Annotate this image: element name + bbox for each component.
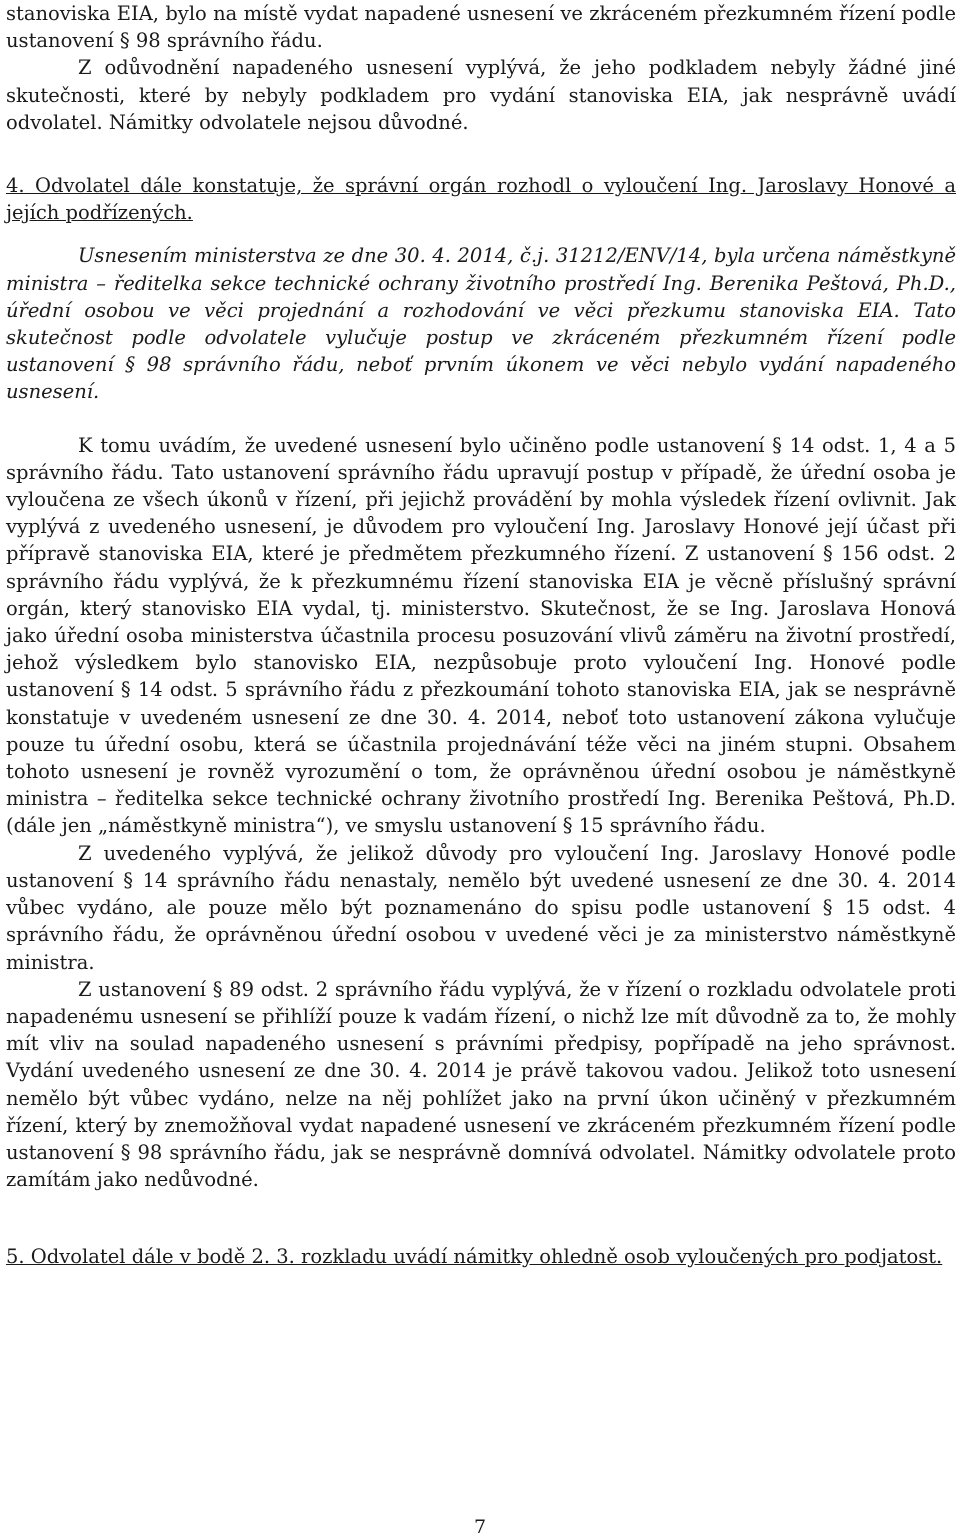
document-page <box>6 0 956 1271</box>
paragraph-conclusion: Z uvedeného vyplývá, že jelikož důvody pro vyloučení Ing. Jaroslavy Honové podle ustanovení § 14 správního řádu nenastaly, nemělo být uvedené usnesení ze dne 30. 4. 2014 vůbec vydáno, ale pouze mělo být poznamenáno do spisu podle ustanovení § 15 odst. 4 správního řádu, že oprávněnou úřední osobou v uvedené věci je za ministerstvo náměstkyně ministra. <box>6 841 956 974</box>
section-heading-5: 5. Odvolatel dále v bodě 2. 3. rozkladu uvádí námitky ohledně osob vyloučených pro podjatost. <box>6 1245 943 1269</box>
paragraph-objection-quote: Usnesením ministerstva ze dne 30. 4. 2014, č.j. 31212/ENV/14, byla určena náměstkyně ministra – ředitelka sekce technické ochrany životního prostředí Ing. Berenika Peštová, Ph.D., úřední osobou ve věci projednání a rozhodování ve věci přezkumu stanoviska EIA. Tato skutečnost podle odvolatele vylučuje postup ve zkráceném přezkumném řízení podle ustanovení § 98 správního řádu, neboť prvním úkonem ve věci nebylo vydání napadeného usnesení. <box>6 244 956 404</box>
section-heading-4: 4. Odvolatel dále konstatuje, že správní orgán rozhodl o vyloučení Ing. Jaroslavy Honové a jejích podřízených. <box>6 174 956 225</box>
paragraph-response: K tomu uvádím, že uvedené usnesení bylo učiněno podle ustanovení § 14 odst. 1, 4 a 5 správního řádu. Tato ustanovení správního řádu upravují postup v případě, že úřední osoba je vyloučena ze všech úkonů v řízení, při jejichž provádění by mohla výsledek řízení ovlivnit. Jak vyplývá z uvedeného usnesení, je důvodem pro vyloučení Ing. Jaroslavy Honové její účast při přípravě stanoviska EIA, které je předmětem přezkumného řízení. Z ustanovení § 156 odst. 2 správního řádu vyplývá, že k přezkumnému řízení stanoviska EIA je věcně příslušný správní orgán, který stanovisko EIA vydal, tj. ministerstvo. Skutečnost, že se Ing. Jaroslava Honová jako úřední osoba ministerstva účastnila procesu posuzování vlivů záměru na životní prostředí, jehož výsledkem bylo stanovisko EIA, nezpůsobuje proto vyloučení Ing. Honové podle ustanovení § 14 odst. 5 správního řádu z přezkoumání tohoto stanoviska EIA, jak se nesprávně konstatuje v uvedeném usnesení ze dne 30. 4. 2014, neboť toto ustanovení zákona vylučuje pouze tu úřední osobu, která se účastnila projednávání téže věci na jiném stupni. Obsahem tohoto usnesení je rovněž vyrozumění o tom, že oprávněnou úřední osobou je náměstkyně ministra – ředitelka sekce technické ochrany životního prostředí Ing. Berenika Peštová, Ph.D. (dále jen „náměstkyně ministra“), ve smyslu ustanovení § 15 správního řádu. <box>6 433 956 838</box>
paragraph-continuation: stanoviska EIA, bylo na místě vydat napadené usnesení ve zkráceném přezkumném řízení podle ustanovení § 98 správního řádu. <box>6 2 956 53</box>
paragraph-reasoning: Z odůvodnění napadeného usnesení vyplývá, že jeho podkladem nebyly žádné jiné skutečnosti, které by nebyly podkladem pro vydání stanoviska EIA, jak nesprávně uvádí odvolatel. Námitky odvolatele nejsou důvodné. <box>6 56 956 134</box>
page-number: 7 <box>473 1516 487 1538</box>
paragraph-procedural-defect: Z ustanovení § 89 odst. 2 správního řádu vyplývá, že v řízení o rozkladu odvolatele proti napadenému usnesení se přihlíží pouze k vadám řízení, o nichž lze mít důvodně za to, že mohly mít vliv na soulad napadeného usnesení s právními předpisy, popřípadě na jeho správnost. Vydání uvedeného usnesení ze dne 30. 4. 2014 je právě takovou vadou. Jelikož toto usnesení nemělo být vůbec vydáno, nelze na něj pohlížet jako na první úkon učiněný v přezkumném řízení, který by znemožňoval vydat napadené usnesení ve zkráceném přezkumném řízení podle ustanovení § 98 správního řádu, jak se nesprávně domnívá odvolatel. Námitky odvolatele proto zamítám jako nedůvodné. <box>6 977 956 1192</box>
